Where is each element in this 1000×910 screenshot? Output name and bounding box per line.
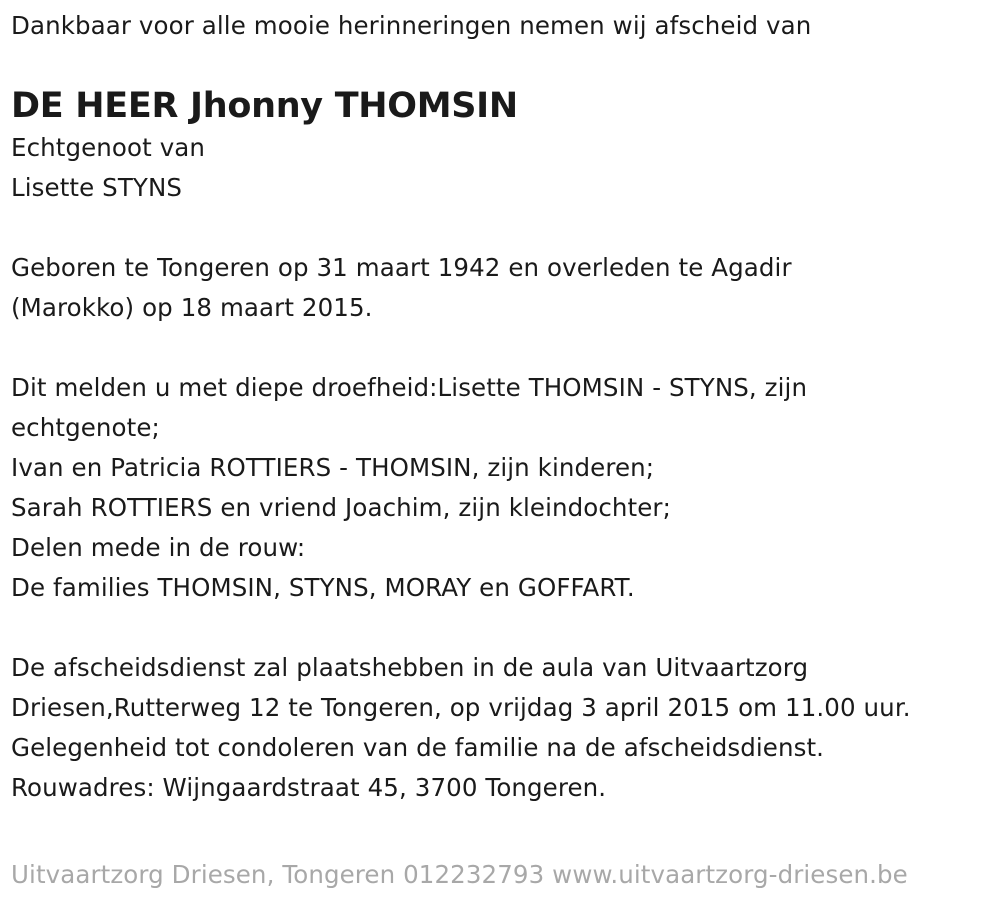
spouse-label: Echtgenoot van — [11, 133, 206, 162]
family-line: De families THOMSIN, STYNS, MORAY en GOFFART. — [11, 573, 635, 602]
spacer — [11, 208, 986, 248]
funeral-home-footer: Uitvaartzorg Driesen, Tongeren 012232793 www.uitvaartzorg-driesen.be — [11, 860, 908, 889]
family-line: Sarah ROTTIERS en vriend Joachim, zijn kleindochter; — [11, 493, 671, 522]
spouse-name: Lisette STYNS — [11, 173, 183, 202]
family-line: Delen mede in de rouw: — [11, 533, 306, 562]
family-line: echtgenote; — [11, 413, 160, 442]
family-line: Ivan en Patricia ROTTIERS - THOMSIN, zijn kinderen; — [11, 453, 655, 482]
deceased-name: DE HEER Jhonny THOMSIN — [11, 86, 518, 126]
service-line: Driesen,Rutterweg 12 te Tongeren, op vrijdag 3 april 2015 om 11.00 uur. — [11, 693, 911, 722]
service-line: De afscheidsdienst zal plaatshebben in de aula van Uitvaartzorg — [11, 653, 809, 682]
service-line: Rouwadres: Wijngaardstraat 45, 3700 Tongeren. — [11, 773, 607, 802]
family-line: Dit melden u met diepe droefheid:Lisette THOMSIN - STYNS, zijn — [11, 373, 808, 402]
spacer — [11, 328, 986, 368]
spacer — [11, 608, 986, 648]
death-notice — [11, 6, 986, 808]
service-line: Gelegenheid tot condoleren van de familie na de afscheidsdienst. — [11, 733, 825, 762]
birth-death-line-2: (Marokko) op 18 maart 2015. — [11, 293, 373, 322]
birth-death-line-1: Geboren te Tongeren op 31 maart 1942 en overleden te Agadir — [11, 253, 792, 282]
intro-text: Dankbaar voor alle mooie herinneringen nemen wij afscheid van — [11, 11, 812, 40]
